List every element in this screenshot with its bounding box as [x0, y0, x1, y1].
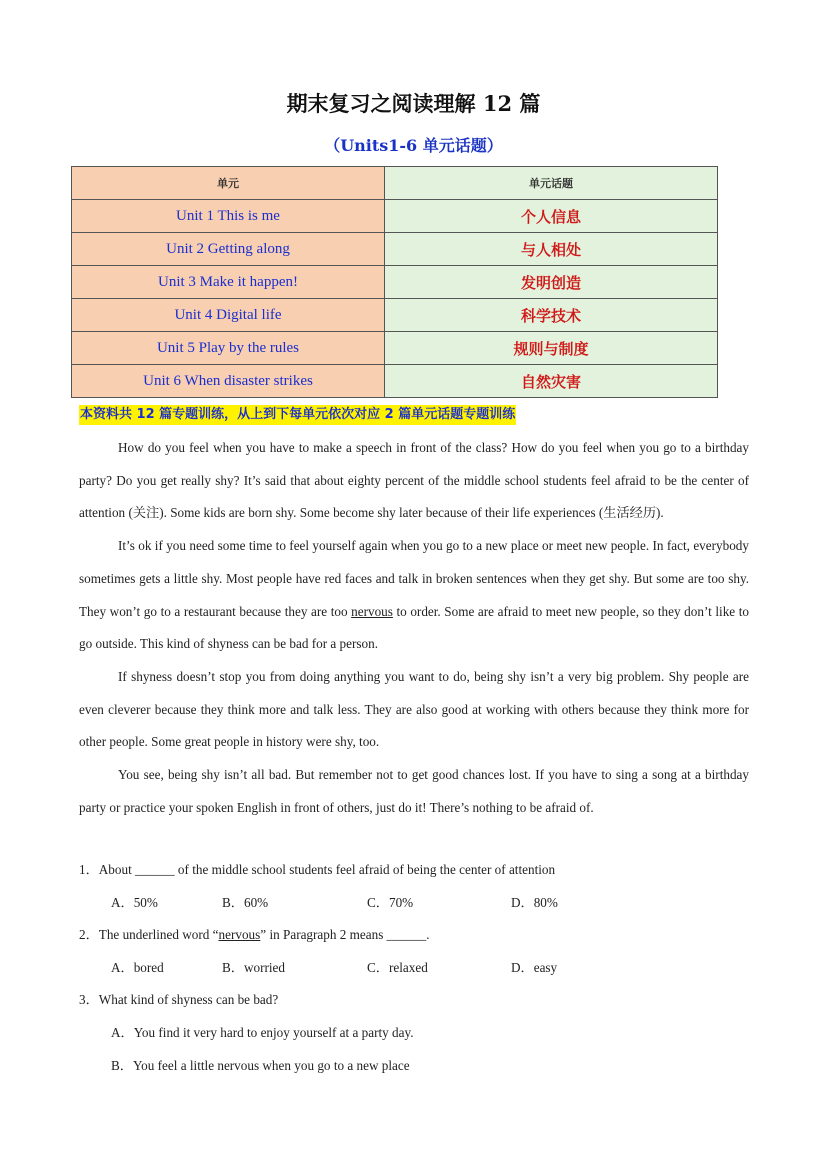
- header-unit: 单元: [72, 167, 385, 200]
- unit-topic-table: [71, 166, 718, 398]
- paragraph-2-text-a: It’s ok if you need some time to feel yourself again when you go to a new place or meet new people. In fact, everybody sometimes gets a little shy. Most people have red faces and talk in broken sentences when they get shy. But some are too shy. They won’t go to a restaurant because they are too: [79, 538, 749, 619]
- highlighted-notice: 本资料共 12 篇专题训练，从上到下每单元依次对应 2 篇单元话题专题训练: [79, 405, 516, 425]
- option-b: B．worried: [222, 959, 285, 975]
- paragraph-3: If shyness doesn’t stop you from doing anything you want to do, being shy isn’t a very big problem. Shy people are even cleverer because they think more and talk less. They are also good at working with others because they think more for other people. Some great people in history were shy, too.: [79, 668, 749, 750]
- option-a: A．You find it very hard to enjoy yourself at a party day.: [111, 1024, 414, 1040]
- page-title: 期末复习之阅读理解 12 篇: [286, 91, 541, 116]
- option-c: C．70%: [367, 894, 414, 910]
- question-1-stem: 1．About ______ of the middle school students feel afraid of being the center of attention: [79, 862, 556, 877]
- paragraph-4: You see, being shy isn’t all bad. But remember not to get good chances lost. If you have to sing a song at a birthday party or practice your spoken English in front of others, just do it! There’s nothing to be afraid of.: [79, 767, 749, 815]
- question-2-text-a: 2．The underlined word “: [79, 927, 219, 943]
- option-a: A．50%: [111, 894, 158, 910]
- table-row: [72, 200, 718, 233]
- unit-cell: Unit 2 Getting along: [72, 233, 385, 266]
- unit-cell: Unit 5 Play by the rules: [72, 332, 385, 365]
- question-2-stem: [79, 919, 749, 952]
- table-header-row: [72, 167, 718, 200]
- option-d: D．easy: [511, 959, 558, 975]
- table-row: [72, 365, 718, 398]
- option-a: A．bored: [111, 959, 164, 975]
- topic-cell: 与人相处: [385, 233, 718, 266]
- unit-cell: Unit 3 Make it happen!: [72, 266, 385, 299]
- topic-cell: 发明创造: [385, 266, 718, 299]
- table-row: [72, 299, 718, 332]
- unit-cell: Unit 6 When disaster strikes: [72, 365, 385, 398]
- table-row: [72, 332, 718, 365]
- table-row: [72, 233, 718, 266]
- question-2-underlined-word: nervous: [218, 927, 261, 943]
- paragraph-1: How do you feel when you have to make a speech in front of the class? How do you feel when you go to a birthday party? Do you get really shy? It’s said that about eighty percent of the middle school students feel afraid to be the center of attention (关注). Some kids are born shy. Some become shy later because of their life experiences (生活经历).: [79, 440, 749, 521]
- table-row: [72, 266, 718, 299]
- option-b: B．You feel a little nervous when you go to a new place: [111, 1057, 410, 1073]
- question-list: [79, 854, 749, 1082]
- option-c: C．relaxed: [367, 959, 428, 975]
- underlined-word: nervous: [351, 603, 393, 619]
- paragraph-2-text-b: to order. Some are afraid to meet new people, so they don’t like to go outside. This kind of shyness can be bad for a person.: [79, 603, 749, 652]
- unit-cell: Unit 1 This is me: [72, 200, 385, 233]
- topic-cell: 自然灾害: [385, 365, 718, 398]
- paragraph-2: [79, 530, 749, 661]
- topic-cell: 科学技术: [385, 299, 718, 332]
- topic-cell: 规则与制度: [385, 332, 718, 365]
- header-topic: 单元话题: [385, 167, 718, 200]
- question-3-stem: 3．What kind of shyness can be bad?: [79, 992, 279, 1008]
- question-2-text-b: ” in Paragraph 2 means ______.: [260, 927, 430, 943]
- topic-cell: 个人信息: [385, 200, 718, 233]
- option-d: D．80%: [511, 894, 558, 910]
- reading-passage: [79, 432, 749, 824]
- question-1-options: [79, 887, 749, 920]
- page-subtitle: （Units1-6 单元话题）: [324, 136, 503, 155]
- unit-cell: Unit 4 Digital life: [72, 299, 385, 332]
- question-2-options: [79, 952, 749, 985]
- option-b: B．60%: [222, 894, 269, 910]
